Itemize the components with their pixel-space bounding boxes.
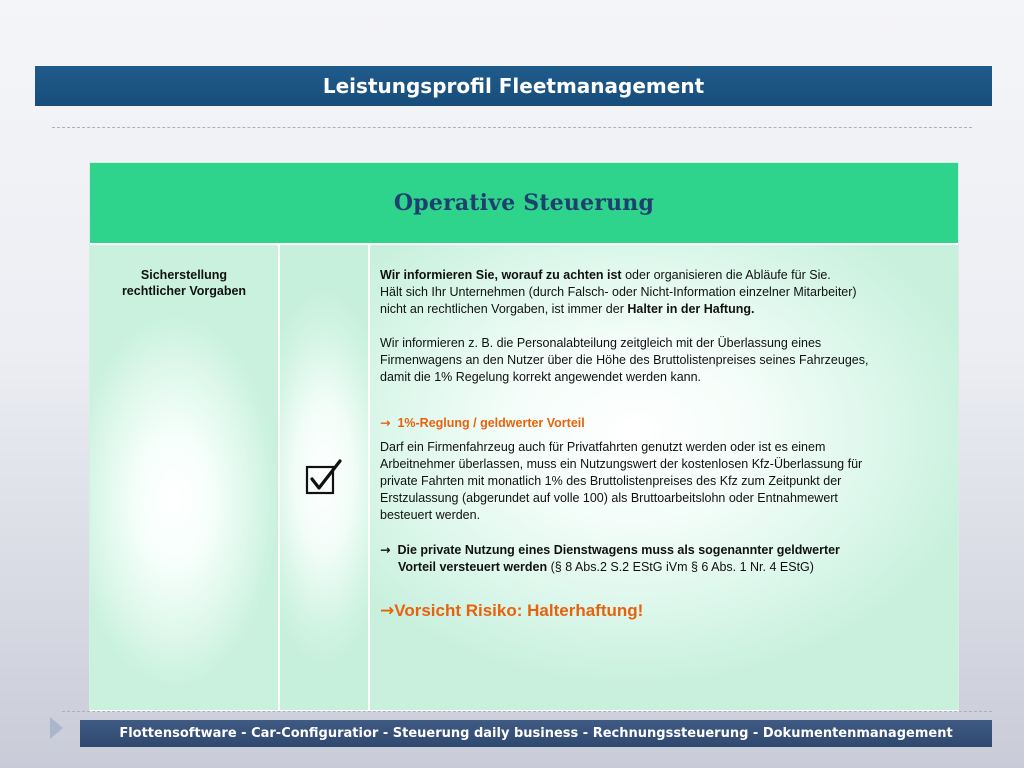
paragraph-example — [380, 335, 940, 386]
paragraph-taxation — [380, 541, 940, 576]
left-column — [90, 245, 278, 710]
intro-bold: Wir informieren Sie, worauf zu achten ist — [380, 268, 622, 282]
intro-line2: Hält sich Ihr Unternehmen (durch Falsch- oder Nicht-Information einzelner Mitarbeiter) — [380, 285, 857, 299]
page-title: Leistungsprofil Fleetmanagement — [322, 74, 705, 98]
triangle-bullet-icon — [50, 717, 63, 739]
risk-text: Vorsicht Risiko: Halterhaftung! — [394, 601, 644, 620]
paragraph-rule — [380, 439, 940, 524]
section-label-line2: rechtlicher Vorgaben — [121, 284, 247, 298]
footer-text: Flottensoftware - Car-Configuratior - Steuerung daily business - Rechnungssteuerung - Dokumentenmanagement — [119, 726, 953, 741]
taxation-rest: (§ 8 Abs.2 S.2 EStG iVm § 6 Abs. 1 Nr. 4 EStG) — [547, 560, 814, 574]
rule-line1: Darf ein Firmenfahrzeug auch für Privatfahrten genutzt werden oder ist es einem — [380, 440, 826, 454]
footer-bar — [80, 720, 992, 747]
content-panel — [89, 162, 959, 712]
intro-rest: oder organisieren die Abläufe für Sie. — [621, 268, 831, 282]
top-divider — [52, 127, 972, 128]
middle-column — [280, 245, 368, 710]
intro-line3-bold: Halter in der Haftung. — [627, 302, 755, 316]
rule-line3: private Fahrten mit monatlich 1% des Bruttolistenpreises des Kfz zum Zeitpunkt der — [380, 474, 842, 488]
arrow-right-icon: → — [380, 542, 391, 557]
paragraph-intro — [380, 267, 940, 318]
panel-header — [90, 163, 958, 243]
example-line2: Firmenwagens an den Nutzer über die Höhe des Bruttolistenpreises seines Fahrzeuges, — [380, 353, 869, 367]
section-label-line1: Sicherstellung — [140, 268, 228, 282]
rule-line2: Arbeitnehmer überlassen, muss ein Nutzungswert der kostenlosen Kfz-Überlassung für — [380, 457, 863, 471]
taxation-bold2: Vorteil versteuert werden — [398, 560, 548, 574]
risk-warning — [380, 602, 940, 620]
sub-heading-text: 1%-Reglung / geldwerter Vorteil — [397, 416, 585, 430]
title-bar — [35, 66, 992, 106]
panel-heading: Operative Steuerung — [393, 190, 655, 216]
arrow-right-icon: → — [380, 601, 395, 621]
content-text — [380, 267, 940, 620]
example-line3: damit die 1% Regelung korrekt angewendet werden kann. — [380, 370, 702, 384]
sub-heading — [380, 414, 940, 432]
section-label — [90, 267, 278, 299]
taxation-bold1: Die private Nutzung eines Dienstwagens muss als sogenannter geldwerter — [397, 543, 840, 557]
rule-line4: Erstzulassung (abgerundet auf volle 100) als Bruttoarbeitslohn oder Entnahmewert — [380, 491, 838, 505]
arrow-right-icon: → — [380, 415, 391, 430]
bottom-divider — [62, 711, 992, 712]
right-column — [370, 245, 958, 710]
rule-line5: besteuert werden. — [380, 508, 481, 522]
intro-line3: nicht an rechtlichen Vorgaben, ist immer der — [380, 302, 628, 316]
example-line1: Wir informieren z. B. die Personalabteilung zeitgleich mit der Überlassung eines — [380, 336, 822, 350]
checkbox-checked-icon — [304, 458, 344, 498]
